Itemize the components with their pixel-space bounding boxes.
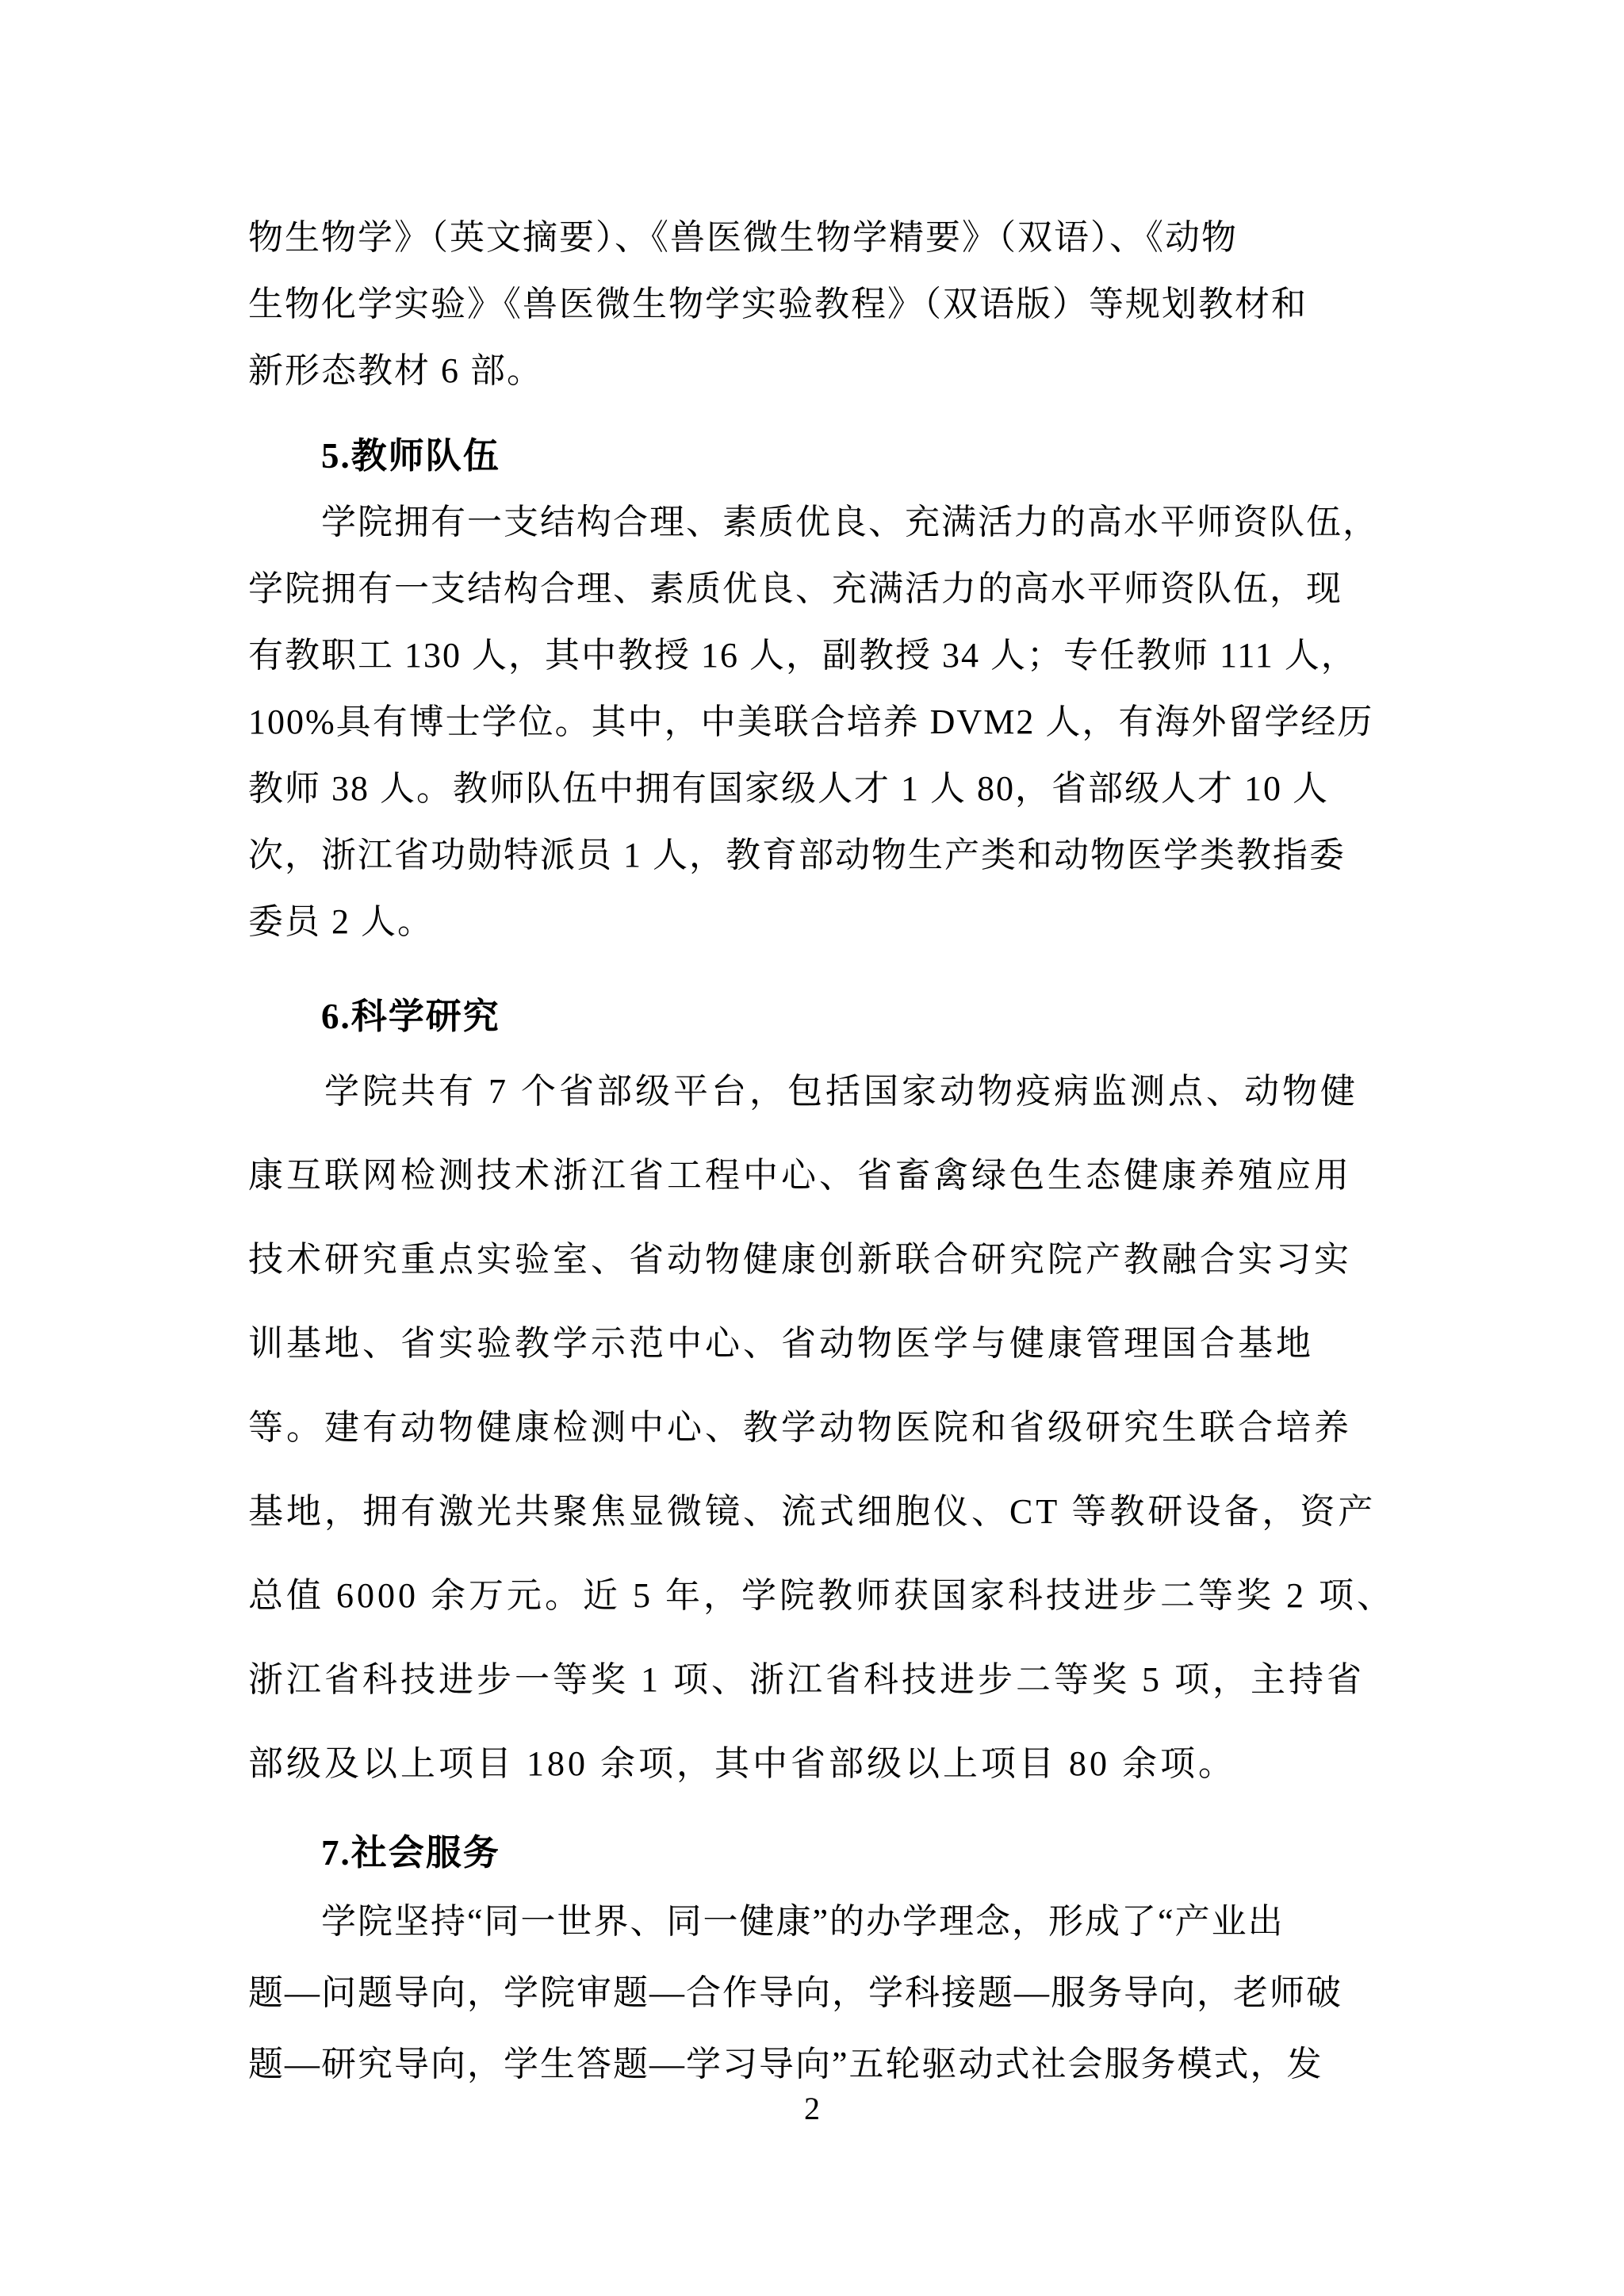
text-line: 学院拥有一支结构合理、素质优良、充满活力的高水平师资队伍，现 (248, 569, 1342, 608)
text-line: 康互联网检测技术浙江省工程中心、省畜禽绿色生态健康养殖应用 (248, 1156, 1352, 1195)
page-number: 2 (804, 2091, 820, 2126)
text-line: 浙江省科技进步一等奖 1 项、浙江省科技进步二等奖 5 项，主持省 (248, 1660, 1365, 1699)
text-line: 部级及以上项目 180 余项，其中省部级以上项目 80 余项。 (248, 1744, 1236, 1783)
text-line: 题—研究导向，学生答题—学习导向”五轮驱动式社会服务模式，发 (248, 2045, 1323, 2084)
text-line: 学院拥有一支结构合理、素质优良、充满活力的高水平师资队伍， (321, 503, 1379, 541)
heading-6: 6.科学研究 (321, 997, 500, 1036)
para-research (248, 1050, 1395, 1806)
text-line: 基地，拥有激光共聚焦显微镜、流式细胞仪、CT 等教研设备，资产 (248, 1492, 1377, 1531)
text-line: 生物化学实验》《兽医微生物学实验教程》（双语版）等规划教材和 (248, 285, 1308, 323)
text-line: 教师 38 人。教师队伍中拥有国家级人才 1 人 80，省部级人才 10 人 (248, 769, 1329, 808)
text-line: 技术研究重点实验室、省动物健康创新联合研究院产教融合实习实 (248, 1240, 1352, 1279)
text-line: 委员 2 人。 (248, 902, 434, 941)
text-line: 训基地、省实验教学示范中心、省动物医学与健康管理国合基地 (248, 1324, 1314, 1363)
document-content (248, 205, 1395, 2100)
text-line: 物生物学》（英文摘要）、《兽医微生物学精要》（双语）、《动物 (248, 218, 1238, 257)
heading-7: 7.社会服务 (321, 1833, 500, 1873)
text-line: 学院共有 7 个省部级平台，包括国家动物疫病监测点、动物健 (324, 1072, 1358, 1111)
para-service (248, 1886, 1380, 2100)
text-line: 有教职工 130 人，其中教授 16 人，副教授 34 人；专任教师 111 人， (248, 636, 1358, 675)
para-faculty (248, 489, 1380, 955)
text-line: 学院坚持“同一世界、同一健康”的办学理念，形成了“产业出 (321, 1902, 1285, 1941)
heading-5: 5.教师队伍 (321, 436, 500, 476)
text-line: 新形态教材 6 部。 (248, 351, 543, 390)
para-textbooks (248, 205, 1380, 404)
text-line: 总值 6000 余万元。近 5 年，学院教师获国家科技进步二等奖 2 项、 (248, 1576, 1395, 1615)
text-line: 次，浙江省功勋特派员 1 人，教育部动物生产类和动物医学类教指委 (248, 836, 1346, 874)
text-line: 100%具有博士学位。其中，中美联合培养 DVM2 人，有海外留学经历 (248, 702, 1374, 741)
text-line: 等。建有动物健康检测中心、教学动物医院和省级研究生联合培养 (248, 1408, 1352, 1447)
text-line: 题—问题导向，学院审题—合作导向，学科接题—服务导向，老师破 (248, 1973, 1342, 2012)
